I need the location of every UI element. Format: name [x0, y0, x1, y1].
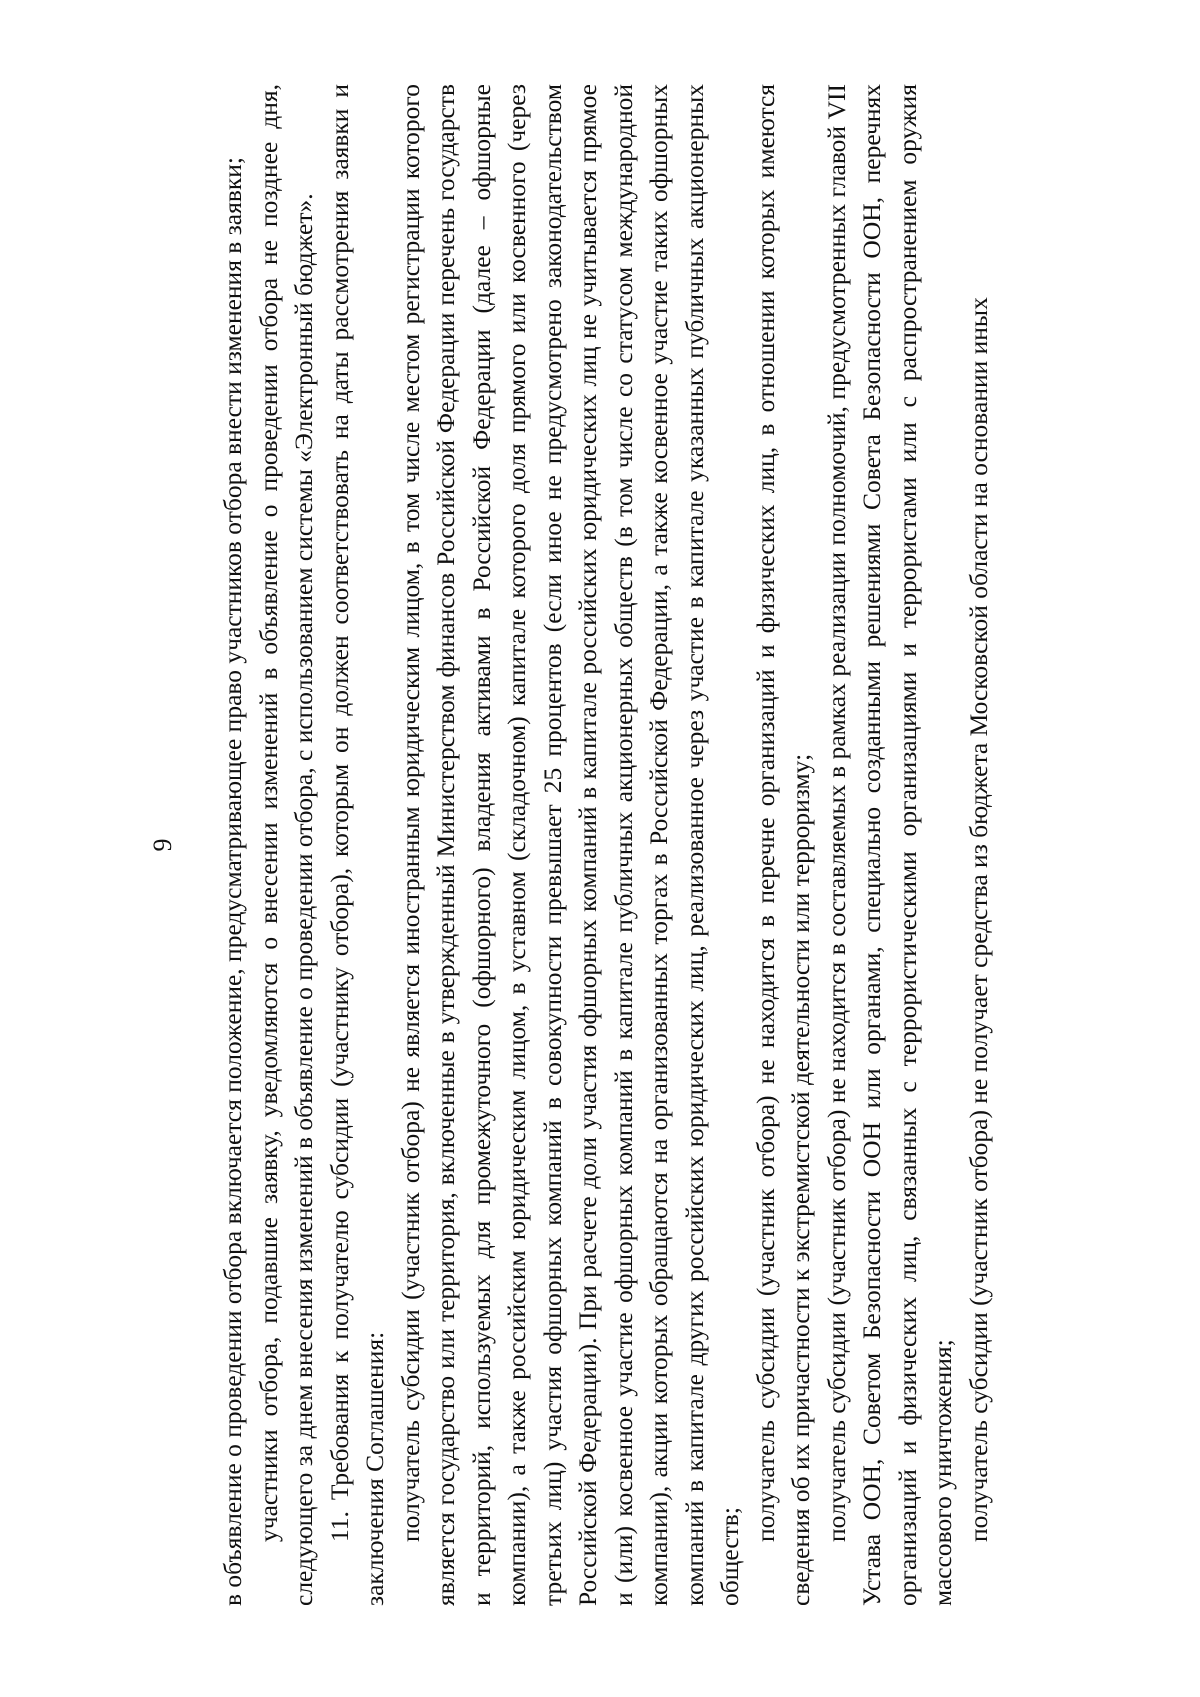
- page-number: 9: [148, 838, 177, 852]
- paragraph-un-sanctions-list: получатель субсидии (участник отбора) не находится в составляемых в рамках реализации полномочий, предусмотренных главой VII Устава ООН, Советом Безопасности ООН или органами, специально созданными решениями Совета Безопасности ООН, перечнях организаций и физических лиц, связанных с террористическими организациями и террористами или с распространением оружия массового уничтожения;: [821, 84, 957, 1606]
- paragraph-extremism-list: получатель субсидии (участник отбора) не находится в перечне организаций и физических лиц, в отношении которых имеются сведения об их причастности к экстремистской деятельности или терроризму;: [750, 84, 815, 1606]
- paragraph-budget-funds: получатель субсидии (участник отбора) не получает средства из бюджета Московской области на основании иных: [963, 297, 993, 1542]
- paragraph-offshore-requirement: получатель субсидии (участник отбора) не является иностранным юридическим лицом, в том числе местом регистрации которого является государство или территория, включенные в утвержденный Министерством финансов Российской Федерации перечень государств и территорий, используемых для промежуточного (офшорного) владения активами в Российской Федерации (далее – офшорные компании), а также российским юридическим лицом, в уставном (складочном) капитале которого доля прямого или косвенного (через третьих лиц) участия офшорных компаний в совокупности превышает 25 процентов (если иное не предусмотрено законодательством Российской Федерации). При расчете доли участия офшорных компаний в капитале российских юридических лиц не учитывается прямое и (или) косвенное участие офшорных компаний в капитале публичных акционерных обществ (в том числе со статусом международной компании), акции которых обращаются на организованных торгах в Российской Федерации, а также косвенное участие таких офшорных компаний в капитале других российских юридических лиц, реализованное через участие в капитале указанных публичных акционерных обществ;: [395, 84, 744, 1606]
- paragraph-amendments-clause: в объявление о проведении отбора включается положение, предусматривающее право участников отбора внести изменения в заявки;: [218, 156, 247, 1606]
- paragraph-section-11-heading: 11. Требования к получателю субсидии (участнику отбора), которым он должен соответствовать на даты рассмотрения заявки и заключения Соглашения:: [324, 84, 389, 1606]
- paragraph-participants-notification: участники отбора, подавшие заявку, уведомляются о внесении изменений в объявление о проведении отбора не позднее дня, следующего за днем внесения изменений в объявление о проведении отбора, с использованием системы «Электронный бюджет».: [253, 84, 318, 1606]
- rotated-page-content: [145, 70, 1145, 1620]
